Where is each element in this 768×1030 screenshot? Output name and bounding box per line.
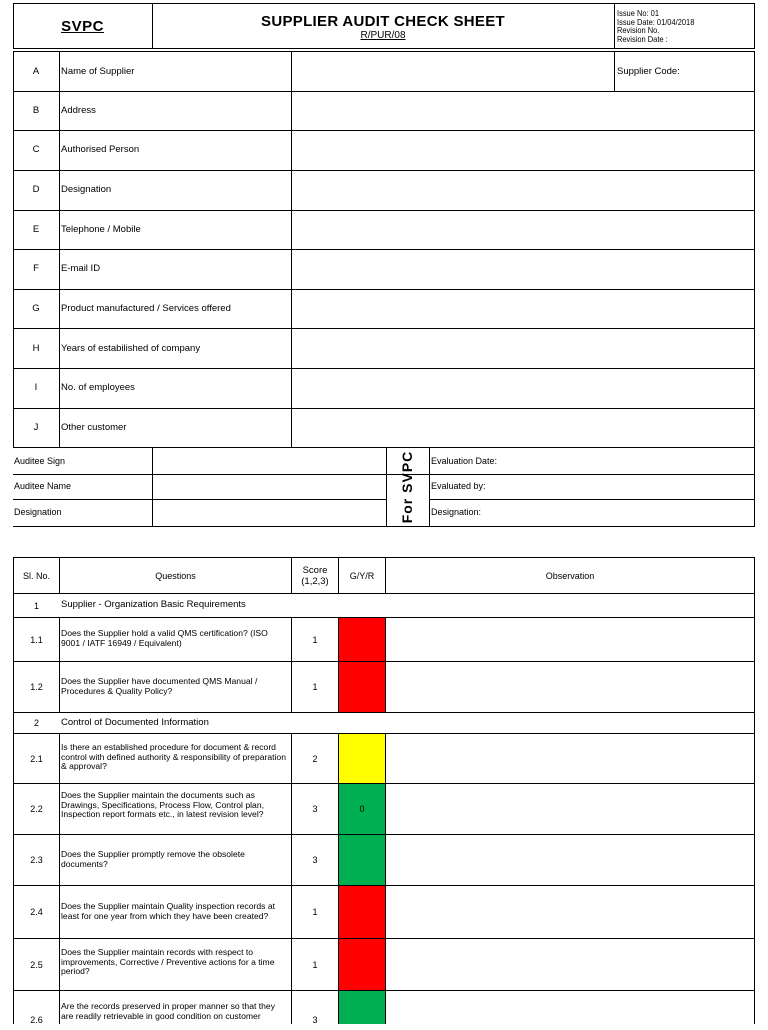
revision-date: Revision Date : (617, 33, 668, 44)
row-label-products: Product manufactured / Services offered (61, 303, 231, 314)
observation-field[interactable] (386, 835, 754, 885)
authorised-person-field[interactable] (292, 131, 754, 170)
status-cell-yellow (339, 734, 385, 783)
row-code: F (33, 263, 39, 274)
supplier-code-label: Supplier Code: (617, 66, 680, 77)
question-text: Is there an established procedure for document & record control with defined authority & responsibility of preparation & approval? (61, 742, 286, 772)
telephone-field[interactable] (292, 211, 754, 249)
issue-date: Issue Date: 01/04/2018 (617, 16, 695, 27)
question-text: Does the Supplier maintain Quality inspection records at least for one year from which they have been created? (61, 901, 276, 921)
item-number: 2.1 (30, 753, 43, 764)
question-text: Does the Supplier maintain records with respect to improvements, Corrective / Preventive actions for a time period? (61, 947, 275, 977)
status-cell-red (339, 618, 385, 661)
evaluated-by-label: Evaluated by: (431, 481, 486, 491)
status-cell-green (339, 784, 385, 834)
row-code: B (32, 105, 40, 116)
status-cell-green (339, 991, 385, 1024)
row-label-name-of-supplier: Name of Supplier (61, 66, 135, 77)
row-code: A (32, 66, 40, 77)
section-title: Supplier - Organization Basic Requirements (61, 599, 246, 610)
row-code: D (32, 184, 40, 195)
item-number: 2.3 (30, 855, 43, 865)
email-field[interactable] (292, 250, 754, 289)
section-title: Control of Documented Information (61, 717, 209, 728)
observation-field[interactable] (386, 784, 754, 834)
status-mark: 0 (359, 804, 365, 814)
designation-field[interactable] (292, 171, 754, 210)
sl-no-header: Sl. No. (22, 570, 50, 581)
status-cell-green (339, 835, 385, 885)
observation-field[interactable] (386, 939, 754, 990)
observation-field[interactable] (386, 734, 754, 783)
auditee-sign-label: Auditee Sign (14, 456, 66, 466)
revision-no: Revision No. (617, 25, 660, 35)
page-title: SUPPLIER AUDIT CHECK SHEET (261, 13, 505, 30)
observation-header: Observation (545, 570, 595, 581)
supplier-code-field[interactable] (688, 52, 754, 91)
row-code: J (33, 422, 39, 433)
score-value: 3 (312, 1015, 318, 1025)
item-number: 1.1 (30, 634, 43, 645)
observation-field[interactable] (386, 618, 754, 661)
score-value: 2 (312, 753, 318, 764)
name-of-supplier-field[interactable] (292, 52, 614, 91)
observation-field[interactable] (386, 662, 754, 712)
row-code: H (32, 343, 40, 354)
auditee-sign-field[interactable] (153, 449, 386, 474)
employees-field[interactable] (292, 369, 754, 408)
observation-field[interactable] (386, 886, 754, 938)
for-svpc-label: For SVPC (399, 450, 415, 524)
question-text: Does the Supplier maintain the documents such as Drawings, Specifications, Process Flow, Control plan, Inspection report formats etc., in latest revision level? (61, 790, 264, 820)
evaluation-date-label: Evaluation Date: (431, 456, 498, 466)
row-label-designation: Designation (61, 184, 112, 195)
question-text: Does the Supplier have documented QMS Manual / Procedures & Quality Policy? (61, 676, 258, 696)
status-cell-red (339, 662, 385, 712)
score-value: 1 (312, 682, 318, 692)
question-text: Are the records preserved in proper manner so that they are readily retrievable in good condition on customer (61, 1001, 276, 1021)
observation-field[interactable] (386, 991, 754, 1024)
years-established-field[interactable] (292, 329, 754, 368)
issue-no: Issue No: 01 (617, 8, 660, 18)
products-field[interactable] (292, 290, 754, 328)
item-number: 2.4 (30, 907, 43, 917)
row-label-authorised-person: Authorised Person (61, 144, 140, 155)
section-number: 1 (33, 600, 39, 611)
questions-header: Questions (155, 570, 196, 581)
row-code: C (32, 144, 40, 155)
row-label-employees: No. of employees (61, 382, 135, 393)
status-cell-red (339, 939, 385, 990)
question-text: Does the Supplier promptly remove the obsolete documents? (61, 849, 245, 869)
row-label-address: Address (61, 105, 96, 116)
row-label-years-established: Years of estabilished of company (61, 343, 201, 354)
auditee-designation-label: Designation (14, 507, 62, 517)
row-label-other-customer: Other customer (61, 422, 127, 433)
item-number: 1.2 (30, 682, 43, 692)
address-field[interactable] (292, 92, 754, 130)
row-code: I (34, 382, 38, 393)
row-code: E (32, 224, 40, 235)
item-number: 2.2 (30, 804, 43, 814)
score-value: 3 (312, 804, 318, 814)
status-cell-red (339, 886, 385, 938)
document-number: R/PUR/08 (360, 30, 406, 41)
score-value: 3 (312, 855, 318, 865)
auditee-designation-field[interactable] (153, 500, 386, 526)
score-value: 1 (312, 959, 318, 970)
row-code: G (32, 303, 40, 314)
evaluator-designation-label: Designation: (431, 507, 482, 517)
section-number: 2 (33, 718, 39, 728)
auditee-name-field[interactable] (153, 475, 386, 499)
gyr-header: G/Y/R (349, 570, 375, 581)
other-customer-field[interactable] (292, 409, 754, 447)
question-text: Does the Supplier hold a valid QMS certification? (ISO 9001 / IATF 16949 / Equivalent) (61, 628, 268, 648)
item-number: 2.5 (30, 959, 43, 970)
item-number: 2.6 (30, 1015, 43, 1025)
score-value: 1 (312, 634, 318, 645)
score-value: 1 (312, 907, 318, 917)
score-header: Score (1,2,3) (301, 564, 329, 587)
company-logo: SVPC (61, 18, 104, 35)
row-label-email: E-mail ID (61, 263, 101, 274)
row-label-telephone: Telephone / Mobile (61, 224, 141, 235)
auditee-name-label: Auditee Name (14, 481, 72, 491)
